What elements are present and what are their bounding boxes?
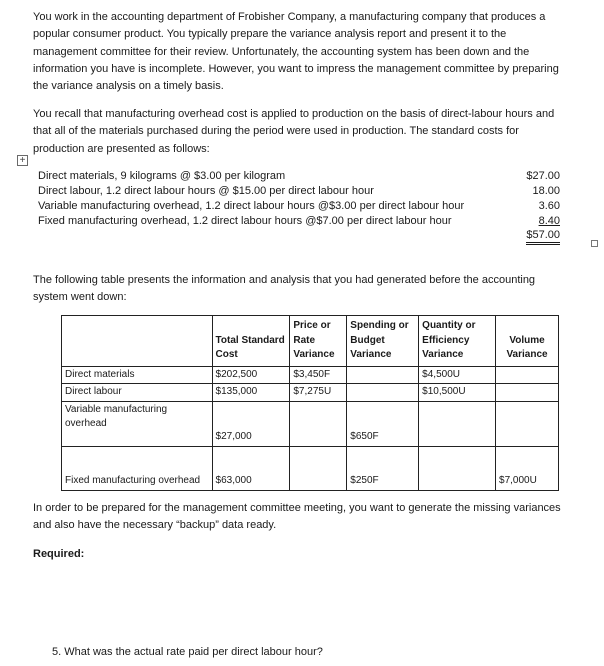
row-label: Direct labour — [62, 384, 213, 402]
standard-cost-desc: Direct materials, 9 kilograms @ $3.00 per kilogram — [38, 170, 286, 182]
table-row — [62, 366, 559, 384]
header-cell: Price or Rate Variance — [290, 316, 347, 367]
table-cell — [290, 401, 347, 446]
row-label: Variable manufacturing overhead — [62, 401, 213, 446]
standard-cost-amount: $27.00 — [526, 170, 560, 182]
table-header-row — [62, 316, 559, 367]
table-row — [62, 384, 559, 402]
table-cell — [347, 366, 419, 384]
table-cell: $3,450F — [290, 366, 347, 384]
header-cell — [62, 316, 213, 367]
table-cell: $7,000U — [496, 446, 559, 490]
table-cell: $27,000 — [212, 401, 290, 446]
variance-table — [61, 315, 559, 491]
table-cell — [496, 401, 559, 446]
table-cell: $250F — [347, 446, 419, 490]
intro-paragraph-1: You work in the accounting department of Frobisher Company, a manufacturing company that produces a popular consumer product. You typically prepare the variance analysis report and present it to the management committee for their review. Unfortunately, the accounting system has been down and the information you have is incomplete. However, you want to impress the management committee by preparing the variance analysis on a timely basis. — [33, 11, 559, 93]
table-cell: $63,000 — [212, 446, 290, 490]
table-cell: $7,275U — [290, 384, 347, 402]
table-intro-paragraph: The following table presents the information and analysis that you had generated before the accounting system went down: — [33, 274, 536, 304]
table-cell: $10,500U — [419, 384, 496, 402]
table-cell — [419, 401, 496, 446]
table-cell — [347, 384, 419, 402]
table-cell — [419, 446, 496, 490]
table-cell: $202,500 — [212, 366, 290, 384]
standard-cost-row — [38, 184, 560, 199]
table-row — [62, 446, 559, 490]
standard-cost-desc: Fixed manufacturing overhead, 1.2 direct labour hours @$7.00 per direct labour hour — [38, 215, 452, 227]
table-resize-handle[interactable] — [591, 240, 598, 247]
question-5: 5. What was the actual rate paid per direct labour hour? — [52, 646, 323, 658]
standard-cost-row — [38, 199, 560, 214]
header-cell: Total Standard Cost — [212, 316, 290, 367]
table-cell: $135,000 — [212, 384, 290, 402]
standard-cost-desc: Variable manufacturing overhead, 1.2 direct labour hours @$3.00 per direct labour hour — [38, 200, 465, 212]
header-cell: Volume Variance — [496, 316, 559, 367]
standard-cost-row — [38, 214, 560, 229]
table-cell: $4,500U — [419, 366, 496, 384]
table-cell — [290, 446, 347, 490]
standard-cost-amount: 18.00 — [532, 185, 560, 197]
standard-cost-desc: Direct labour, 1.2 direct labour hours @ $15.00 per direct labour hour — [38, 185, 374, 197]
table-move-handle-icon[interactable]: + — [17, 155, 28, 166]
closing-paragraph: In order to be prepared for the management committee meeting, you want to generate the missing variances and also have the necessary “backup” data ready. — [33, 502, 561, 532]
row-label: Fixed manufacturing overhead — [62, 446, 213, 490]
standard-cost-total: $57.00 — [526, 229, 560, 245]
table-cell — [496, 366, 559, 384]
intro-paragraph-2: You recall that manufacturing overhead cost is applied to production on the basis of direct-labour hours and that all of the materials purchased during the period were used in production. The standard costs for production are presented as follows: — [33, 108, 555, 155]
required-heading: Required: — [33, 548, 85, 560]
header-cell: Spending or Budget Variance — [347, 316, 419, 367]
table-cell — [496, 384, 559, 402]
standard-cost-total-row — [38, 229, 560, 244]
standard-cost-amount: 8.40 — [538, 215, 560, 227]
header-cell: Quantity or Efficiency Variance — [419, 316, 496, 367]
standard-cost-amount: 3.60 — [538, 200, 560, 212]
table-row — [62, 401, 559, 446]
standard-cost-row — [38, 169, 560, 184]
row-label: Direct materials — [62, 366, 213, 384]
table-cell: $650F — [347, 401, 419, 446]
